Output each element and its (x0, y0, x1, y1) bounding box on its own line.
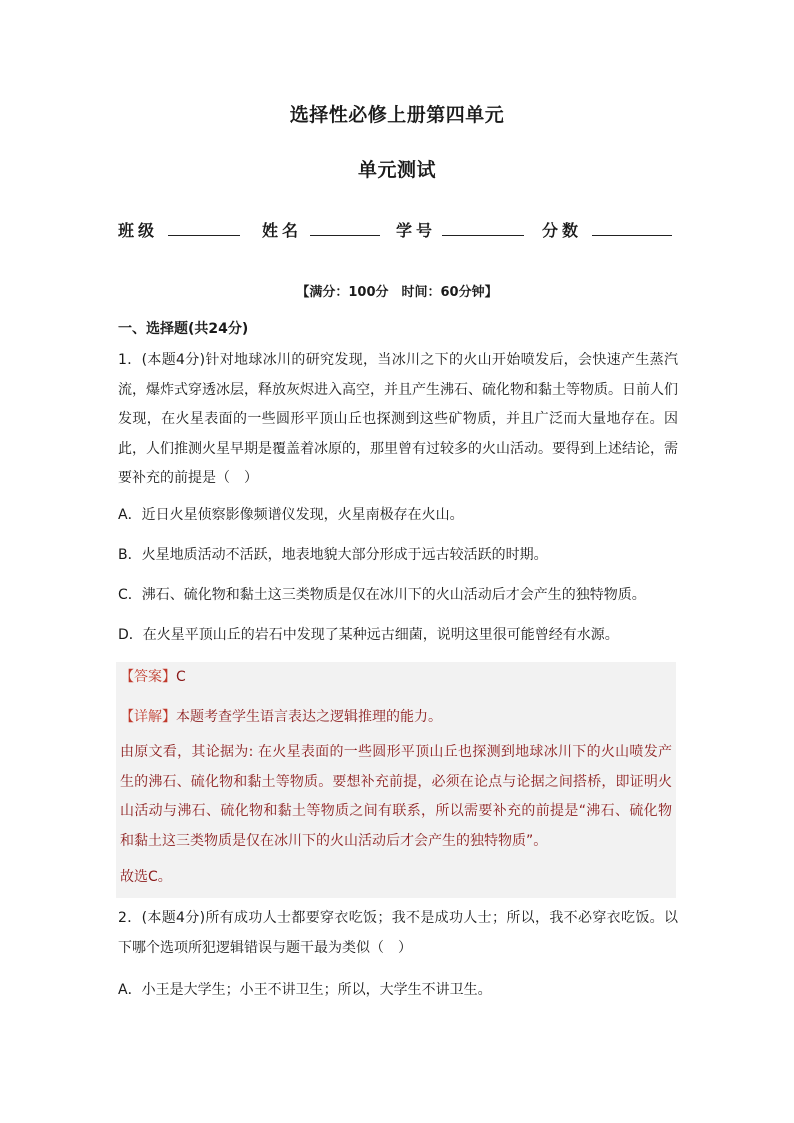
exam-meta: 【满分：100分 时间：60分钟】 (296, 285, 498, 300)
class-field (118, 218, 158, 241)
class-blank (168, 235, 240, 236)
answer-line (120, 666, 186, 686)
detail-text: 本题考查学生语言表达之逻辑推理的能力。 (176, 709, 442, 725)
answer-tag: 【答案】 (120, 669, 176, 685)
name-blank (310, 235, 380, 236)
document-title: 选择性必修上册第四单元 (289, 104, 505, 126)
answer-analysis: 由原文看，其论据为: 在火星表面的一些圆形平顶山丘也探测到地球冰川下的火山喷发产生的沸石、硫化物和黏土等物质。要想补充前提，必须在论点与论据之间搭桥，即证明火山活动与沸石、硫化物和黏土等物质之间有联系，所以需要补充的前提是“沸石、硫化物和黏土这三类物质是仅在冰川下的火山活动后才会产生的独特物质”。 (120, 744, 672, 849)
answer-explanation-box (116, 662, 676, 898)
question-1-stem: 1．(本题4分)针对地球冰川的研究发现，当冰川之下的火山开始喷发后，会快速产生蒸汽流，爆炸式穿透冰层，释放灰烬进入高空，并且产生沸石、硫化物和黏土等物质。日前人们发现，在火星表面的一些圆形平顶山丘也探测到这些矿物质，并且广泛而大量地存在。因此，人们推测火星早期是覆盖着冰原的，那里曾有过较多的火山活动。要得到上述结论，需要补充的前提是（ ） (118, 352, 678, 486)
answer-value: C (176, 669, 186, 685)
question-1-option-b: B．火星地质活动不活跃，地表地貌大部分形成于远古较活跃的时期。 (118, 547, 548, 563)
section-heading: 一、选择题(共24分) (118, 321, 249, 337)
student-info-row (118, 218, 678, 242)
question-1-option-c: C．沸石、硫化物和黏土这三类物质是仅在冰川下的火山活动后才会产生的独特物质。 (118, 587, 646, 603)
name-label: 姓名 (262, 221, 303, 240)
student-id-blank (442, 235, 524, 236)
class-label: 班级 (118, 221, 159, 240)
document-subtitle: 单元测试 (357, 159, 436, 181)
score-blank (592, 235, 672, 236)
question-1-option-a: A．近日火星侦察影像频谱仪发现，火星南极存在火山。 (118, 507, 464, 523)
score-field (542, 218, 582, 241)
answer-conclusion: 故选C。 (120, 869, 172, 885)
score-label: 分数 (542, 221, 583, 240)
student-id-field (396, 218, 436, 241)
question-2-stem: 2．(本题4分)所有成功人士都要穿衣吃饭；我不是成功人士；所以，我不必穿衣吃饭。以下哪个选项所犯逻辑错误与题干最为类似（ ） (118, 910, 678, 956)
name-field (262, 218, 302, 241)
detail-tag: 【详解】 (120, 709, 176, 725)
student-id-label: 学号 (396, 221, 437, 240)
question-1-option-d: D．在火星平顶山丘的岩石中发现了某种远古细菌，说明这里很可能曾经有水源。 (118, 627, 619, 643)
detail-line (120, 706, 442, 726)
question-2-option-a: A．小王是大学生；小王不讲卫生；所以，大学生不讲卫生。 (118, 982, 492, 998)
